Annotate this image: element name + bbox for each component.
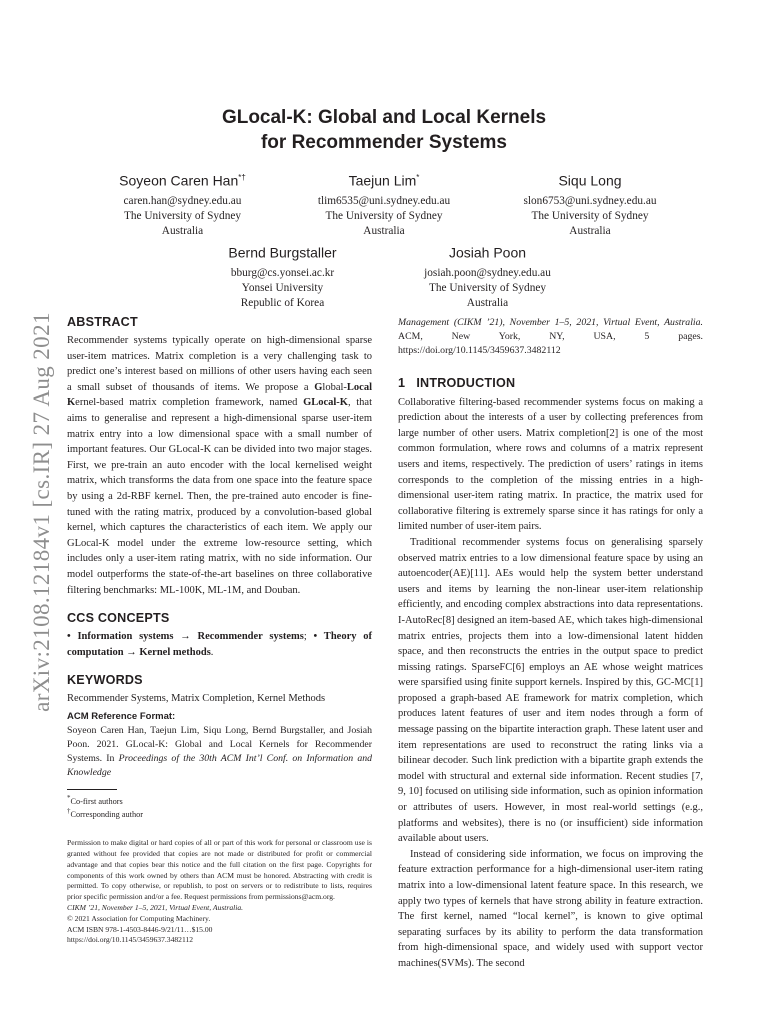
abstract-text-part: lobal- [322, 381, 347, 393]
author-email[interactable]: josiah.poon@sydney.edu.au [424, 266, 551, 279]
author-email[interactable]: tlim6535@uni.sydney.edu.au [317, 194, 451, 207]
author-country: Republic of Korea [240, 296, 325, 309]
acm-reference-heading: ACM Reference Format: [67, 710, 176, 722]
author-institution: The University of Sydney [428, 281, 547, 294]
author-name: Bernd Burgstaller [228, 244, 337, 261]
footnote-rule [67, 789, 117, 790]
title-line-1: GLocal-K: Global and Local Kernels [221, 107, 547, 128]
author-country: Australia [569, 224, 611, 237]
author-country: Australia [466, 296, 509, 309]
author-email[interactable]: slon6753@uni.sydney.edu.au [523, 194, 657, 207]
author-marks: * [416, 173, 420, 182]
acm-reference-venue: Proceedings of the 30th ACM Int’l Conf. on Information and Knowledge [67, 753, 373, 779]
author-name: Taejun Lim [348, 172, 417, 189]
ccs-concept-2: • Theory of computation → Kernel methods [67, 631, 372, 658]
acm-reference-continued [398, 316, 703, 359]
abstract-bold-model-name: GLocal-K [303, 397, 348, 409]
permission-copyright: © 2021 Association for Computing Machinery. [67, 913, 211, 923]
abstract-bold-g: G [314, 381, 323, 393]
author-institution: The University of Sydney [531, 209, 649, 222]
ccs-heading: CCS CONCEPTS [67, 611, 170, 626]
ccs-concept-1: • Information systems → Recommender systems [67, 631, 304, 643]
arxiv-stamp [18, 282, 66, 742]
abstract-text-start: Recommender systems typically operate on high-dimensional sparse user-item matrices. Matrix completion is a very challenging task to predict one’s interest based on millions of other users having each seen a small subset of thousands of items. We propose a [67, 335, 372, 393]
acm-reference-venue-cont: Management (CIKM ’21), November 1–5, 2021, Virtual Event, Australia. [398, 317, 703, 328]
abstract-text-part: ernel-based matrix completion framework, named [75, 397, 304, 409]
abstract-text [67, 333, 372, 598]
intro-paragraph-2: Traditional recommender systems focus on generalising sparsely observed matrix entries to a low dimensional feature space by using an autoencoder(AE)[11]. AEs would help the system better understand users and items by learning the non-linear user-item relationship efficiently, and encoding complex abstractions into data representations. I-AutoRec[8] designed an item-based AE, which takes high-dimensional matrix entries, projects them into a low-dimensional latent hidden space, and then reconstructs the entries in the output space to predict missing ratings. SparseFC[6] employs an AE whose weight matrices were sparsified using finite support kernels. Inspired by this, GC-MC[1] proposed a graph-based AE framework for matrix completion, which produces latent features of user and item nodes through a form of message passing on the bipartite interaction graph. These latent user and item representations are used to reconstruct the rating links via a bilinear decoder. Such link prediction with a bipartite graph extends the model with structural and external side information. Recent studies [7, 9, 10] focused on utilising side information, such as opinion information or attributes of users. However, in most real-world settings (e.g., platforms and websites), there is no (or insufficient) side information available about users. [398, 536, 704, 845]
author-email[interactable]: caren.han@sydney.edu.au [123, 194, 242, 207]
author-marks: *† [238, 173, 246, 182]
permission-isbn: ACM ISBN 978-1-4503-8446-9/21/11…$15.00 [67, 924, 213, 934]
footnote-text: Corresponding author [70, 810, 144, 820]
paper-title [100, 105, 668, 155]
author-institution: Yonsei University [241, 281, 324, 294]
abstract-bold-local-k: Local K [67, 381, 372, 409]
footnote-mark: * [67, 794, 71, 802]
author-block-2 [298, 168, 470, 239]
author-block-1 [100, 168, 265, 239]
keywords-heading: KEYWORDS [67, 673, 143, 688]
footnote-2 [67, 806, 372, 820]
author-name: Siqu Long [558, 172, 622, 189]
author-block-3 [505, 168, 675, 239]
ccs-separator: ; [303, 631, 314, 643]
intro-paragraph-1: Collaborative filtering-based recommender systems focus on making a prediction about the interests of a user by collecting preferences from large number of other users. Matrix completion[2] is one of the most common formulation, where rows and columns of a matrix represent users and items, respectively. The prediction of users’ ratings in items corresponds to the completion of the missing entries in a high-dimensional user-item rating matrix. In practice, the matrix used for collaborative filtering is extremely sparse since it has ratings for only a limited number of user-item pairs. [398, 396, 703, 533]
author-name: Soyeon Caren Han [119, 172, 239, 189]
acm-reference-citation: Soyeon Caren Han, Taejun Lim, Siqu Long, Bernd Burgstaller, and Josiah Poon. 2021. GLocal-K: Global and Local Kernels for Recommender Systems. In [67, 724, 372, 765]
abstract-text-end: , that aims to generalise and represent a high-dimensional sparse user-item matrix entry into a low dimensional space with a small number of important features. Our GLocal-K can be divided into two major stages. First, we pre-train an auto encoder with the local kernelised weight matrix, which transforms the data from one space into the feature space by using a 2d-RBF kernel. Then, the pre-trained auto encoder is fine-tuned with the rating matrix, produced by a convolution-based global kernel, which captures the characteristics of each item. We apply our GLocal-K model under the extreme low-resource setting, which includes only a user-item rating matrix, with no side information. Our model outperforms the state-of-the-art baselines on three collaborative filtering benchmarks: ML-100K, ML-1M, and Douban. [67, 397, 372, 596]
author-institution: The University of Sydney [325, 209, 443, 222]
permission-block [67, 838, 372, 946]
author-email[interactable]: bburg@cs.yonsei.ac.kr [230, 266, 335, 279]
section-title: INTRODUCTION [416, 375, 516, 390]
introduction-heading [398, 375, 703, 391]
intro-paragraph-3: Instead of considering side information, we focus on improving the feature extraction performance for a high-dimensional user-item rating matrix into a low-dimensional latent feature space. In this research, we apply two types of kernels that have strong ability in feature extraction. The first kernel, named “local kernel”, is known to give optimal separating surfaces by its ability to perform the data transformation from high-dimensional space, and widely used with support vector machines(SVMs). The second [398, 848, 703, 969]
author-country: Australia [161, 224, 204, 237]
footnote-text: Co-first authors [70, 796, 123, 806]
permission-doi[interactable]: https://doi.org/10.1145/3459637.3482112 [67, 935, 194, 945]
acm-reference-text [67, 724, 372, 781]
author-country: Australia [363, 224, 405, 237]
footnote-mark: † [67, 808, 71, 816]
title-line-2: for Recommender Systems [260, 132, 508, 153]
keywords-text: Recommender Systems, Matrix Completion, Kernel Methods [67, 693, 326, 705]
ccs-text [67, 629, 372, 660]
author-name: Josiah Poon [448, 244, 527, 261]
author-block-4 [200, 240, 365, 311]
acm-reference-tail: ACM, New York, NY, USA, 5 pages. https://doi.org/10.1145/3459637.3482112 [398, 331, 703, 357]
right-column [398, 314, 703, 972]
ccs-end: . [210, 646, 214, 658]
author-institution: The University of Sydney [123, 209, 242, 222]
permission-conference: CIKM ’21, November 1–5, 2021, Virtual Event, Australia. [67, 903, 244, 912]
footnote-1 [67, 793, 372, 807]
abstract-heading: ABSTRACT [67, 315, 138, 329]
arxiv-stamp-text: arXiv:2108.12184v1 [cs.IR] 27 Aug 2021 [29, 312, 54, 712]
section-number: 1 [398, 375, 406, 390]
left-column [67, 314, 372, 946]
permission-text: Permission to make digital or hard copies of all or part of this work for personal or classroom use is granted without fee provided that copies are not made or distributed for profit or commercial advantage and that copies bear this notice and the full citation on the first page. Copyrights for components of this work owned by others than ACM must be honored. Abstracting with credit is permitted. To copy otherwise, or republish, to post on servers or to redistribute to lists, requires prior specific permission and/or a fee. Request permissions from permissions@acm.org. [67, 838, 372, 902]
author-block-5 [400, 240, 575, 311]
